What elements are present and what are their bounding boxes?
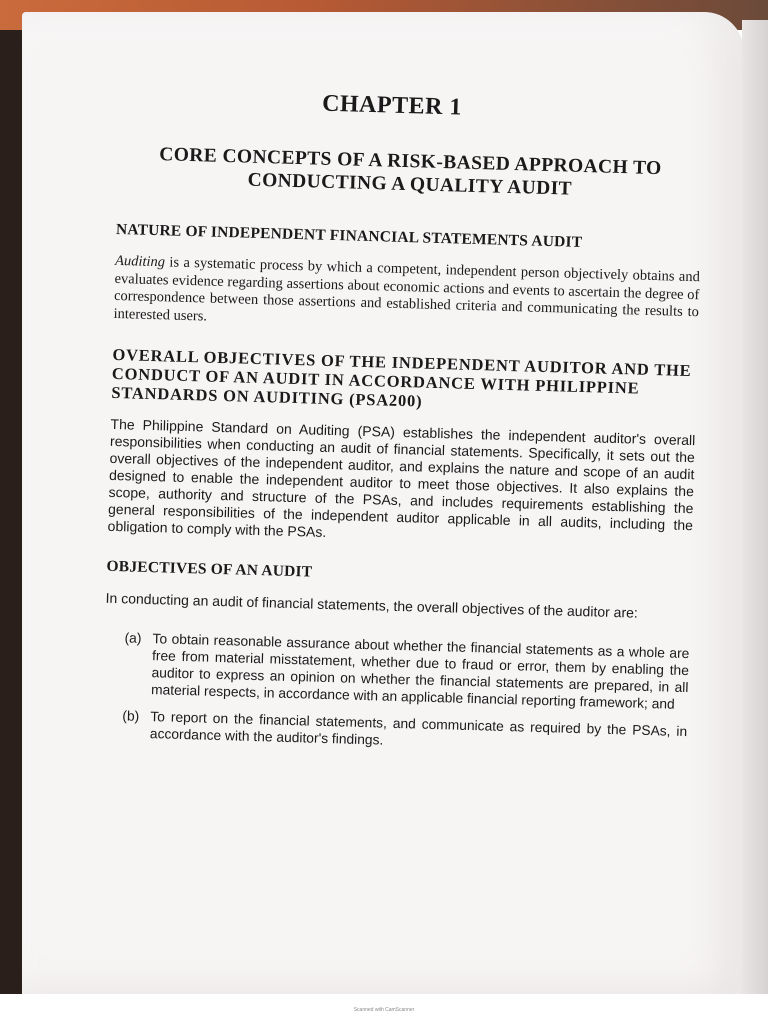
list-marker: (a) [124, 630, 142, 646]
list-marker: (b) [122, 708, 140, 724]
page-content [101, 85, 704, 767]
section-body-psa: The Philippine Standard on Auditing (PSA) establishes the independent auditor's overall responsibilities when conducting an audit of financial statements. Specifically, it sets out the overall objectives of the independent auditor, and explains the nature and scope of an audit designed to enable the independent auditor to meet those objectives. It also explains the scope, authority and structure of the PSAs, and includes requirements establishing the general responsibilities of the independent auditor applicable in all audits, including the obligation to comply with the PSAs. [107, 415, 696, 540]
section-heading-objectives-psa: OVERALL OBJECTIVES OF THE INDEPENDENT AUDITOR AND THE CONDUCT OF AN AUDIT IN ACCORDANCE WITH PHILIPPINE STANDARDS ON AUDITING (PSA200) [111, 344, 692, 411]
list-text: To report on the financial statements, and communicate as required by the PSAs, in accordance with the auditor's findings. [149, 709, 688, 748]
page-edge [742, 20, 768, 1000]
section-body-text: is a systematic process by which a competent, independent person objectively obtains and evaluates evidence regarding assertions about economic actions and events to ascertain the degree of correspondence between those assertions and established criteria and communicating the results to interested users. [113, 254, 701, 325]
section-heading-audit-objectives: OBJECTIVES OF AN AUDIT [106, 557, 313, 581]
chapter-title: CORE CONCEPTS OF A RISK-BASED APPROACH TO CONDUCTING A QUALITY AUDIT [158, 144, 662, 200]
section-body-nature [113, 253, 700, 339]
chapter-label: CHAPTER 1 [321, 90, 463, 121]
list-item [123, 629, 690, 713]
lead-word: Auditing [114, 252, 166, 271]
section-heading-nature: NATURE OF INDEPENDENT FINANCIAL STATEMENTS AUDIT [115, 220, 583, 251]
list-item [122, 707, 688, 757]
list-text: To obtain reasonable assurance about whether the financial statements as a whole are free from material misstatement, whether due to fraud or error, them by enabling the auditor to express an opinion on whether the financial statements are prepared, in all material respects, in accordance with an applicable financial reporting framework; and [150, 631, 690, 712]
scanner-watermark: Scanned with CamScanner [353, 1007, 415, 1013]
section-body-audit-objectives: In conducting an audit of financial statements, the overall objectives of the auditor are: [105, 589, 639, 621]
